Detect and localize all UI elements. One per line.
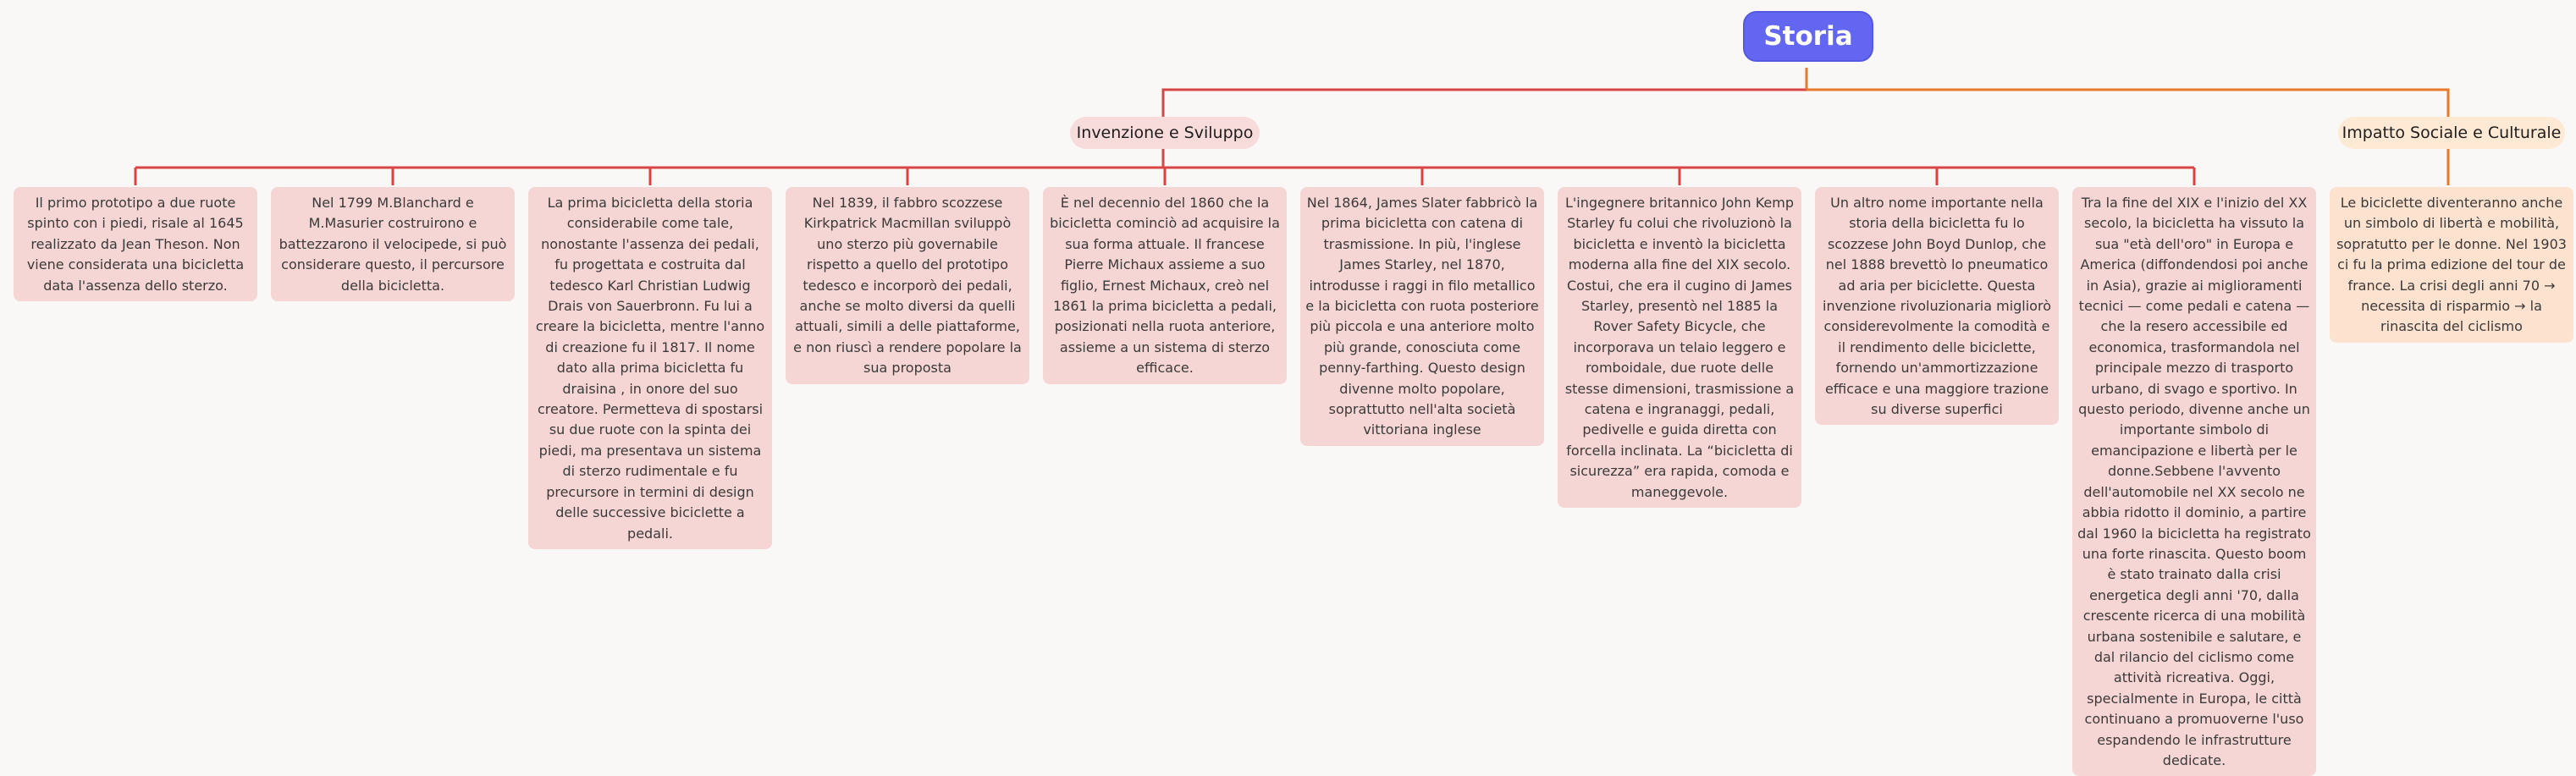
root-to-impatto-line [1807,90,2448,117]
leaf-text: Il primo prototipo a due ruote spinto con i piedi, risale al 1645 realizzato da Jean Theson. Non viene considerata una bicicletta data l'assenza dello sterzo. [26,195,245,294]
branch-invenzione-sviluppo [1070,117,1260,149]
root-label: Storia [1763,21,1853,52]
leaf-text: È nel decennio del 1860 che la bicicletta cominciò ad acquisire la sua forma attuale. Il francese Pierre Michaux assieme a suo figlio, Ernest Michaux, creò nel 1861 la prima bicicletta a pedali, posizionati nella ruota anteriore, assieme a un sistema di sterzo efficace. [1050,195,1280,377]
leaf-slater-1864 [1300,187,1544,446]
leaf-text: Un altro nome importante nella storia della bicicletta fu lo scozzese John Boyd Dunlop, che nel 1888 brevettò lo pneumatico ad aria per biciclette. Questa invenzione rivoluzionaria migliorò considerevolmente la comodità e il rendimento delle biciclette, fornendo un'ammortizzazione efficace e una maggiore trazione su diverse superfici [1823,195,2051,418]
root-to-invenzione-line [1163,90,1807,117]
branch-label: Invenzione e Sviluppo [1076,124,1254,142]
leaf-velocipede-1799 [271,187,515,301]
branch-label: Impatto Sociale e Culturale [2342,124,2562,142]
leaf-text: L'ingegnere britannico John Kemp Starley fu colui che rivoluzionò la bicicletta e inventò la bicicletta moderna alla fine del XIX secolo. Costui, che era il cugino di James Starley, presentò nel 1885 la Rover Safety Bicycle, che incorporava un telaio leggero e romboidale, due ruote delle stesse dimensioni, trasmissione a catena e ingranaggi, pedali, pedivelle e guida diretta con forcella inclinata. La “bicicletta di sicurezza” era rapida, comoda e maneggevole. [1564,195,1795,500]
leaf-text: Tra la fine del XIX e l'inizio del XX secolo, la bicicletta ha vissuto la sua "età dell'oro" in Europa e America (diffondendosi poi anche in Asia), grazie ai miglioramenti tecnici — come pedali e catena — che la resero accessibile ed economica, trasformandola nel principale mezzo di trasporto urbano, di svago e sportivo. In questo periodo, divenne anche un importante simbolo di emancipazione e libertà per le donne.Sebbene l'avvento dell'automobile nel XX secolo ne abbia ridotto il dominio, a partire dal 1960 la bicicletta ha registrato una forte rinascita. Questo boom è stato trainato dalla crisi energetica degli anni '70, dalla crescente ricerca di una mobilità urbana sostenibile e salutare, e dal rilancio del ciclismo come attività ricreativa. Oggi, specialmente in Europa, le città continuano a promuoverne l'uso espandendo le infrastrutture dedicate. [2077,195,2311,768]
leaf-eta-oro [2072,187,2316,776]
branch-impatto-sociale [2338,117,2565,149]
leaf-simbolo-liberta [2330,187,2573,343]
leaf-text: Nel 1799 M.Blanchard e M.Masurier costruirono e battezzarono il velocipede, si può considerare questo, il percursore della bicicletta. [279,195,507,294]
root-node [1743,11,1873,62]
leaf-text: La prima bicicletta della storia considerabile come tale, nonostante l'assenza dei pedali, fu progettata e costruita dal tedesco Karl Christian Ludwig Drais von Sauerbronn. Fu lui a creare la bicicletta, mentre l'anno di creazione fu il 1817. Il nome dato alla prima bicicletta fu draisina , in onore del suo creatore. Permetteva di spostarsi su due ruote con la spinta dei piedi, ma presentava un sistema di sterzo rudimentale e fu precursore in termini di design delle successive biciclette a pedali. [535,195,765,542]
leaf-prototipo-1645 [14,187,257,301]
leaf-macmillan-1839 [786,187,1029,384]
leaf-dunlop-1888 [1815,187,2059,425]
leaf-text: Nel 1864, James Slater fabbricò la prima bicicletta con catena di trasmissione. In più, l'inglese James Starley, nel 1870, introdusse i raggi in filo metallico e la bicicletta con ruota posteriore più piccola e una anteriore molto più grande, conosciuta come penny-farthing. Questo design divenne molto popolare, soprattutto nell'alta società vittoriana inglese [1305,195,1539,438]
leaf-text: Le biciclette diventeranno anche un simbolo di libertà e mobilità, sopratutto per le donne. Nel 1903 ci fu la prima edizione del tour de france. La crisi degli anni 70 → necessita di risparmio → la rinascita del ciclismo [2336,195,2567,335]
leaf-text: Nel 1839, il fabbro scozzese Kirkpatrick Macmillan sviluppò uno sterzo più governabile rispetto a quello del prototipo tedesco e incorporò dei pedali, anche se molto diversi da quelli attuali, simili a delle piattaforme, e non riuscì a rendere popolare la sua proposta [793,195,1022,377]
leaf-draisina-1817 [528,187,772,549]
leaf-michaux-1860 [1043,187,1287,384]
leaf-kemp-starley-1885 [1558,187,1801,508]
